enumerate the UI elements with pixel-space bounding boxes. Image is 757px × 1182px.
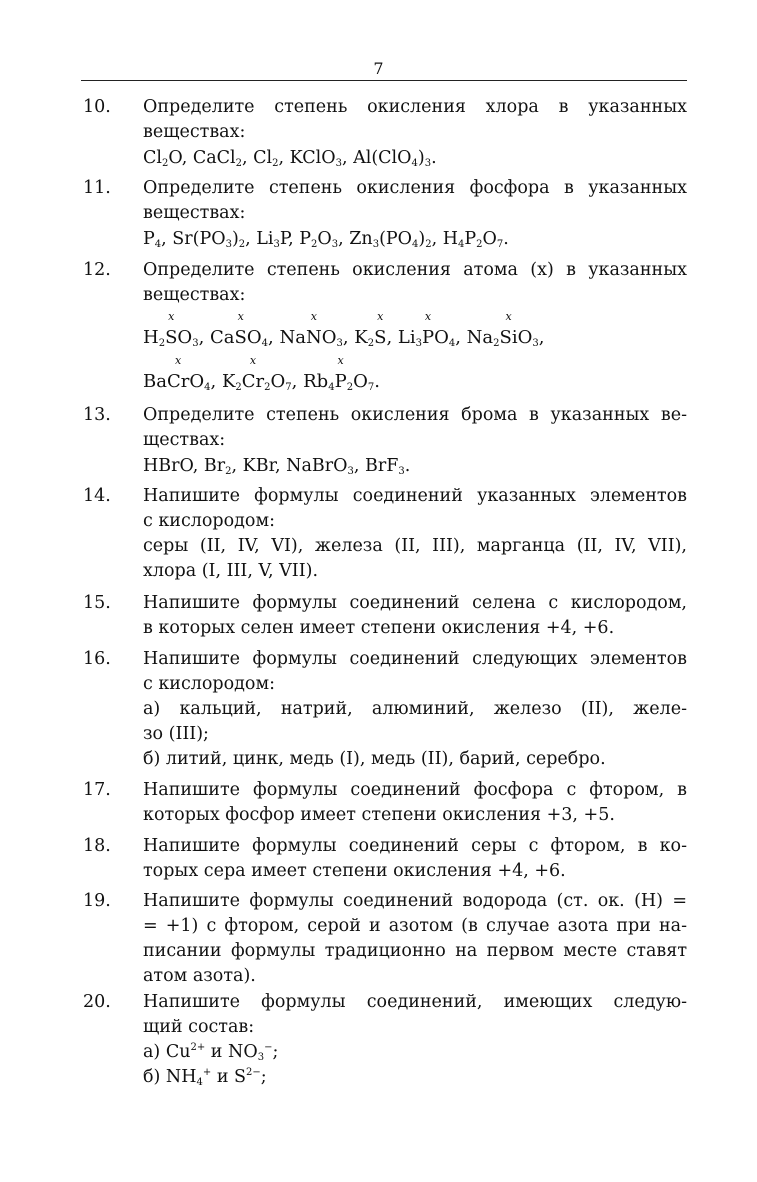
atom-symbol: S: [165, 327, 178, 348]
task-text: = +1) с фтором, серой и азотом (в случае азота при на-: [143, 916, 687, 936]
marked-atom: [305, 310, 322, 351]
task-19: [83, 889, 687, 989]
subscript: 2: [158, 338, 166, 349]
subscript: 4: [154, 239, 162, 250]
formula-text: O: [321, 327, 337, 348]
subscript: 2: [367, 338, 375, 349]
formula-text: ,: [538, 327, 545, 348]
formula-text: O: [189, 371, 205, 392]
marked-atom: [499, 310, 518, 351]
task-text: Напишите формулы соединений указанных элементов: [143, 486, 687, 506]
header-rule: [81, 80, 687, 81]
superscript: −: [264, 1042, 273, 1053]
task-text: Напишите формулы соединений водорода (ст. ок. (H) =: [143, 891, 687, 911]
task-12: [83, 258, 687, 395]
subscript: 2: [264, 382, 271, 393]
formula-text: , Ca: [198, 327, 235, 348]
formula-text: (PO: [379, 229, 413, 249]
subscript: 2: [225, 466, 232, 477]
formula: [143, 146, 687, 171]
subscript: 3: [225, 239, 232, 250]
formula-text: , Na: [268, 327, 306, 348]
task-number: 14.: [83, 486, 111, 506]
formula-marked: [143, 310, 687, 351]
formula-text: , Sr(PO: [161, 229, 226, 249]
task-number: 15.: [83, 593, 111, 613]
atom-symbol: S: [374, 327, 387, 348]
task-number: 19.: [83, 891, 111, 911]
formula-text: , H: [431, 229, 458, 249]
formula-text: O: [482, 229, 497, 249]
task-10: [83, 95, 687, 171]
formula-text: и S: [211, 1067, 247, 1087]
oxidation-marker: x: [337, 354, 344, 367]
marked-atom: [241, 354, 265, 395]
task-text: Определите степень окисления фосфора в указанных: [143, 178, 687, 198]
subscript: 2: [272, 158, 279, 169]
task-text: атом азота).: [143, 966, 256, 986]
formula-text: , Li: [245, 229, 274, 249]
formula-text: , K: [342, 327, 368, 348]
subscript: 4: [261, 338, 268, 349]
task-text: Напишите формулы соединений следующих элементов: [143, 649, 687, 669]
subscript: 2: [235, 158, 243, 169]
task-11: [83, 176, 687, 252]
task-17: [83, 778, 687, 828]
task-number: 13.: [83, 405, 111, 425]
page-number: 7: [373, 59, 384, 78]
oxidation-marker: x: [249, 354, 257, 367]
formula-text: , Zn: [338, 229, 373, 249]
formula-text: , Rb: [291, 371, 329, 392]
task-number: 16.: [83, 649, 111, 669]
task-16: [83, 647, 687, 772]
marked-atom: [334, 354, 347, 395]
marked-atom: [165, 310, 178, 351]
oxidation-marker: x: [377, 310, 384, 323]
formula-text: .: [431, 148, 437, 168]
task-number: 17.: [83, 780, 111, 800]
subscript: 3: [273, 239, 280, 250]
task-13: [83, 403, 687, 479]
atom-symbol: S: [234, 327, 247, 348]
formula-text: ): [231, 229, 239, 249]
subscript: 2: [476, 239, 483, 250]
formula-text: а) Cu: [143, 1042, 191, 1062]
formula: [143, 227, 687, 252]
formula-text: , Na: [455, 327, 494, 348]
subscript: 7: [367, 382, 375, 393]
task-text: Напишите формулы соединений, имеющих следую-: [143, 992, 687, 1012]
marked-atom: [374, 310, 387, 351]
formula-text: Cl: [143, 148, 162, 168]
oxidation-marker: x: [505, 310, 512, 323]
formula-text: , Cl: [242, 148, 273, 168]
subscript: 7: [496, 239, 504, 250]
subscript: 2: [162, 158, 169, 169]
subscript: 3: [415, 338, 422, 349]
task-text: с кислородом:: [143, 674, 275, 694]
task-text: которых фосфор имеет степени окисления +3, +5.: [143, 805, 615, 825]
formula: [143, 454, 687, 479]
subscript: 3: [336, 338, 343, 349]
task-text: писании формулы традиционно на первом месте ставят: [143, 941, 687, 961]
formula-text: .: [374, 371, 380, 392]
formula-text: б) NH: [143, 1067, 197, 1087]
formula: [143, 1065, 687, 1090]
subscript: 7: [285, 382, 292, 393]
atom-symbol: Si: [499, 327, 518, 348]
oxidation-marker: x: [424, 310, 432, 323]
task-text: Напишите формулы соединений фосфора с фтором, в: [143, 780, 687, 800]
subscript: 2: [235, 382, 242, 393]
subscript: 4: [458, 239, 465, 250]
task-text: б) литий, цинк, медь (I), медь (II), барий, серебро.: [143, 749, 606, 769]
subscript: 2: [311, 239, 318, 250]
task-text: в которых селен имеет степени окисления +4, +6.: [143, 618, 615, 638]
subscript: 3: [192, 338, 199, 349]
task-text: Определите степень окисления атома (x) в указанных: [143, 260, 687, 280]
task-text: Напишите формулы соединений селена с кислородом,: [143, 593, 687, 613]
task-18: [83, 834, 687, 884]
superscript: +: [202, 1067, 212, 1078]
formula-text: O: [270, 371, 286, 392]
formula-text: , Al(ClO: [341, 148, 412, 168]
task-number: 10.: [83, 97, 111, 117]
oxidation-marker: x: [310, 310, 317, 323]
formula-text: ;: [272, 1042, 279, 1062]
formula-text: P: [464, 229, 477, 249]
task-text: серы (II, IV, VI), железа (II, III), марганца (II, IV, VII),: [143, 536, 687, 556]
formula-text: и NO: [205, 1042, 258, 1062]
formula-text: , BrF: [353, 456, 399, 476]
task-text: торых сера имеет степени окисления +4, +6.: [143, 861, 566, 881]
marked-atom: [421, 310, 435, 351]
formula-text: O: [177, 327, 193, 348]
subscript: 3: [257, 1052, 265, 1063]
formula-marked: [143, 354, 687, 395]
subscript: 4: [412, 239, 419, 250]
task-text: с кислородом:: [143, 511, 275, 531]
subscript: 2: [238, 239, 246, 250]
marked-atom: [166, 354, 190, 395]
oxidation-marker: x: [168, 310, 175, 323]
task-text: а) кальций, натрий, алюминий, железо (II), желе-: [143, 699, 687, 719]
subscript: 3: [424, 158, 432, 169]
atom-symbol: P: [421, 327, 435, 348]
subscript: 3: [347, 466, 354, 477]
task-text: щий состав:: [143, 1017, 255, 1037]
oxidation-marker: x: [237, 310, 244, 323]
formula-text: O: [317, 229, 332, 249]
subscript: 4: [328, 382, 335, 393]
atom-symbol: Cr: [241, 371, 265, 392]
subscript: 2: [493, 338, 500, 349]
task-text: Напишите формулы соединений серы с фтором, в ко-: [143, 836, 687, 856]
superscript: 2+: [190, 1042, 206, 1053]
formula-text: HBrO, Br: [143, 456, 226, 476]
formula-text: ;: [260, 1067, 267, 1087]
subscript: 4: [448, 338, 456, 349]
formula-text: .: [503, 229, 509, 249]
task-20: [83, 990, 687, 1090]
task-number: 18.: [83, 836, 111, 856]
formula-text: P: [143, 229, 155, 249]
task-text: зо (III);: [143, 724, 209, 744]
formula-text: H: [143, 327, 159, 348]
atom-symbol: P: [334, 371, 347, 392]
subscript: 3: [398, 466, 405, 477]
atom-symbol: Cr: [166, 371, 190, 392]
formula-text: O: [246, 327, 262, 348]
formula-text: O: [434, 327, 449, 348]
task-text: веществах:: [143, 203, 246, 223]
task-number: 11.: [83, 178, 111, 198]
formula: [143, 1040, 687, 1065]
subscript: 2: [346, 382, 354, 393]
task-text: Определите степень окисления брома в указанных ве-: [143, 405, 687, 425]
task-number: 12.: [83, 260, 111, 280]
subscript: 4: [204, 382, 211, 393]
formula-text: , K: [210, 371, 236, 392]
subscript: 2: [425, 239, 432, 250]
oxidation-marker: x: [175, 354, 182, 367]
formula-text: O, CaCl: [168, 148, 236, 168]
subscript: 4: [196, 1077, 203, 1088]
formula-text: , KClO: [278, 148, 336, 168]
subscript: 3: [532, 338, 539, 349]
task-text: веществах:: [143, 285, 246, 305]
formula-text: Ba: [143, 371, 167, 392]
task-text: хлора (I, III, V, VII).: [143, 561, 319, 581]
formula-text: O: [517, 327, 533, 348]
atom-symbol: N: [305, 327, 322, 348]
formula-text: ): [418, 229, 426, 249]
formula-text: P, P: [279, 229, 312, 249]
formula-text: .: [404, 456, 411, 476]
subscript: 3: [335, 158, 342, 169]
task-number: 20.: [83, 992, 111, 1012]
formula-text: ): [417, 148, 425, 168]
formula-text: , Li: [386, 327, 416, 348]
task-text: веществах:: [143, 122, 246, 142]
task-14: [83, 484, 687, 584]
formula-text: O: [353, 371, 368, 392]
superscript: 2−: [246, 1067, 261, 1078]
subscript: 3: [372, 239, 380, 250]
task-text: Определите степень окисления хлора в указанных: [143, 97, 687, 117]
task-15: [83, 591, 687, 641]
task-text: ществах:: [143, 430, 226, 450]
marked-atom: [234, 310, 247, 351]
formula-text: , KBr, NaBrO: [231, 456, 348, 476]
subscript: 4: [411, 158, 418, 169]
subscript: 3: [331, 239, 339, 250]
